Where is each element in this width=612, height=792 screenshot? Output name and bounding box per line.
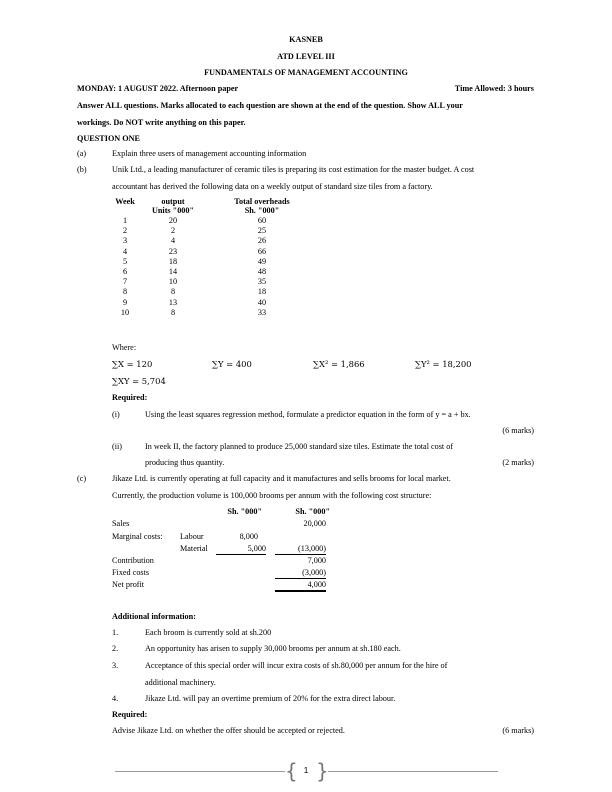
part-a-text: Explain three users of management accounting information (112, 149, 307, 158)
footer-line-left (115, 771, 285, 772)
info-item-number: 3. (112, 661, 119, 670)
net-profit-label: Net profit (112, 580, 145, 589)
table-cell: 48 (257, 267, 267, 276)
footer-brace-right-icon: } (316, 759, 329, 783)
part-b-label: (b) (77, 165, 87, 174)
level-title: ATD LEVEL III (277, 52, 335, 61)
table-cell: 10 (168, 277, 178, 287)
table-cell: 4 (122, 246, 128, 256)
instructions: Answer ALL questions. Marks allocated to each question are shown at the end of the question. Show ALL your (77, 101, 463, 110)
required-heading: Required: (112, 393, 148, 402)
part-c-label: (c) (77, 474, 87, 483)
table-cell: 2 (122, 226, 128, 236)
sales-label: Sales (112, 519, 130, 528)
part-i-label: (i) (112, 410, 120, 419)
contribution-label: Contribution (112, 556, 154, 565)
instructions-cont: workings. Do NOT write anything on this paper. (77, 118, 246, 127)
sum-xy: ∑XY = 5,704 (112, 376, 166, 386)
table-cell: 25 (257, 226, 267, 236)
table-cell: 7 (122, 277, 128, 287)
table-cell: 18 (257, 287, 267, 297)
table-cell: 9 (122, 297, 128, 307)
part-ii-marks: (2 marks) (502, 458, 534, 467)
table-cell: 26 (257, 236, 267, 246)
org-title: KASNEB (289, 35, 323, 44)
table-subheader: Sh. "000" (244, 206, 280, 215)
info-item: Acceptance of this special order will incur extra costs of sh.80,000 per annum for the hire of (145, 661, 448, 670)
required-heading-c: Required: (112, 710, 148, 719)
table-header: Total overheads (234, 197, 290, 206)
table-subheader: Units "000" (151, 206, 195, 215)
sales-value: 20,000 (303, 519, 326, 528)
table-cell: 4 (170, 236, 176, 246)
part-ii-text-cont: producing thus quantity. (145, 458, 225, 467)
footer-brace-left-icon: { (285, 759, 298, 783)
table-cell: 13 (168, 297, 178, 307)
page-number: 1 (303, 766, 309, 775)
sum-y: ∑Y = 400 (212, 359, 252, 369)
table-cell: 18 (168, 256, 178, 266)
labour-label: Labour (180, 532, 204, 541)
table-cell: 66 (257, 246, 267, 256)
part-ii-text: In week II, the factory planned to produce 25,000 standard size tiles. Estimate the total cost of (145, 442, 454, 451)
net-profit-value: 4,000 (275, 580, 326, 592)
sum-y2: ∑Y² = 18,200 (415, 359, 472, 369)
part-b-text: Unik Ltd., a leading manufacturer of ceramic tiles is preparing its cost estimation for the master budget. A cost (112, 165, 475, 174)
question-heading: QUESTION ONE (77, 134, 141, 143)
additional-info-heading: Additional information: (112, 612, 196, 621)
table-cell: 20 (168, 216, 178, 225)
fixed-costs-value: (3,000) (275, 568, 326, 579)
table-cell: 8 (122, 287, 128, 297)
contribution-value: 7,000 (307, 556, 326, 565)
sum-x: ∑X = 120 (112, 359, 153, 369)
part-i-marks: (6 marks) (502, 426, 534, 435)
table-cell: 40 (257, 297, 267, 307)
part-i-text: Using the least squares regression method, formulate a predictor equation in the form of y = a + bx. (145, 410, 471, 419)
material-value: 5,000 (216, 544, 266, 555)
table-cell: 5 (122, 256, 128, 266)
info-item-number: 4. (112, 694, 119, 703)
info-item-number: 2. (112, 644, 119, 653)
info-item: Jikaze Ltd. will pay an overtime premium of 20% for the extra direct labour. (145, 694, 396, 703)
where-label: Where: (112, 343, 137, 352)
table-cell: 3 (122, 236, 128, 246)
table-cell: 35 (257, 277, 267, 287)
table-cell: 60 (257, 216, 267, 225)
col-header-2: Sh. "000" (295, 507, 330, 516)
part-b-text-cont: accountant has derived the following data on a weekly output of standard size tiles from a factory. (112, 182, 433, 191)
info-item-cont: additional machinery. (145, 678, 216, 687)
table-cell: 33 (257, 307, 267, 317)
table-cell: 10 (120, 307, 130, 317)
col-header-1: Sh. "000" (227, 507, 262, 516)
table-header: Week (115, 197, 135, 206)
marginal-costs-label: Marginal costs: (112, 532, 163, 541)
part-c-text: Jikaze Ltd. is currently operating at full capacity and it manufactures and sells brooms for local market. (112, 474, 451, 483)
part-a-label: (a) (77, 149, 87, 158)
marginal-costs-total: (13,000) (275, 544, 326, 555)
info-item: An opportunity has arisen to supply 30,000 brooms per annum at sh.180 each. (145, 644, 401, 653)
part-ii-label: (ii) (112, 442, 123, 451)
table-cell: 23 (168, 246, 178, 256)
table-header: output (161, 197, 185, 206)
table-cell: 8 (170, 287, 176, 297)
labour-value: 8,000 (239, 532, 258, 541)
part-c-marks: (6 marks) (502, 726, 534, 735)
table-cell: 49 (257, 256, 267, 266)
info-item: Each broom is currently sold at sh.200 (145, 628, 272, 637)
table-cell: 1 (122, 216, 128, 225)
paper-title: FUNDAMENTALS OF MANAGEMENT ACCOUNTING (204, 68, 408, 77)
table-cell: 2 (170, 226, 176, 236)
part-c-text-cont: Currently, the production volume is 100,000 brooms per annum with the following cost structure: (112, 491, 432, 500)
time-allowed: Time Allowed: 3 hours (454, 84, 534, 93)
fixed-costs-label: Fixed costs (112, 568, 150, 577)
table-cell: 14 (168, 267, 178, 276)
table-cell: 8 (170, 307, 176, 317)
exam-date: MONDAY: 1 AUGUST 2022. Afternoon paper (77, 84, 239, 93)
info-item-number: 1. (112, 628, 119, 637)
footer-line-right (328, 771, 498, 772)
material-label: Material (180, 544, 208, 553)
table-cell: 6 (122, 267, 128, 276)
advise-text: Advise Jikaze Ltd. on whether the offer should be accepted or rejected. (112, 726, 345, 735)
sum-x2: ∑X² = 1,866 (313, 359, 365, 369)
